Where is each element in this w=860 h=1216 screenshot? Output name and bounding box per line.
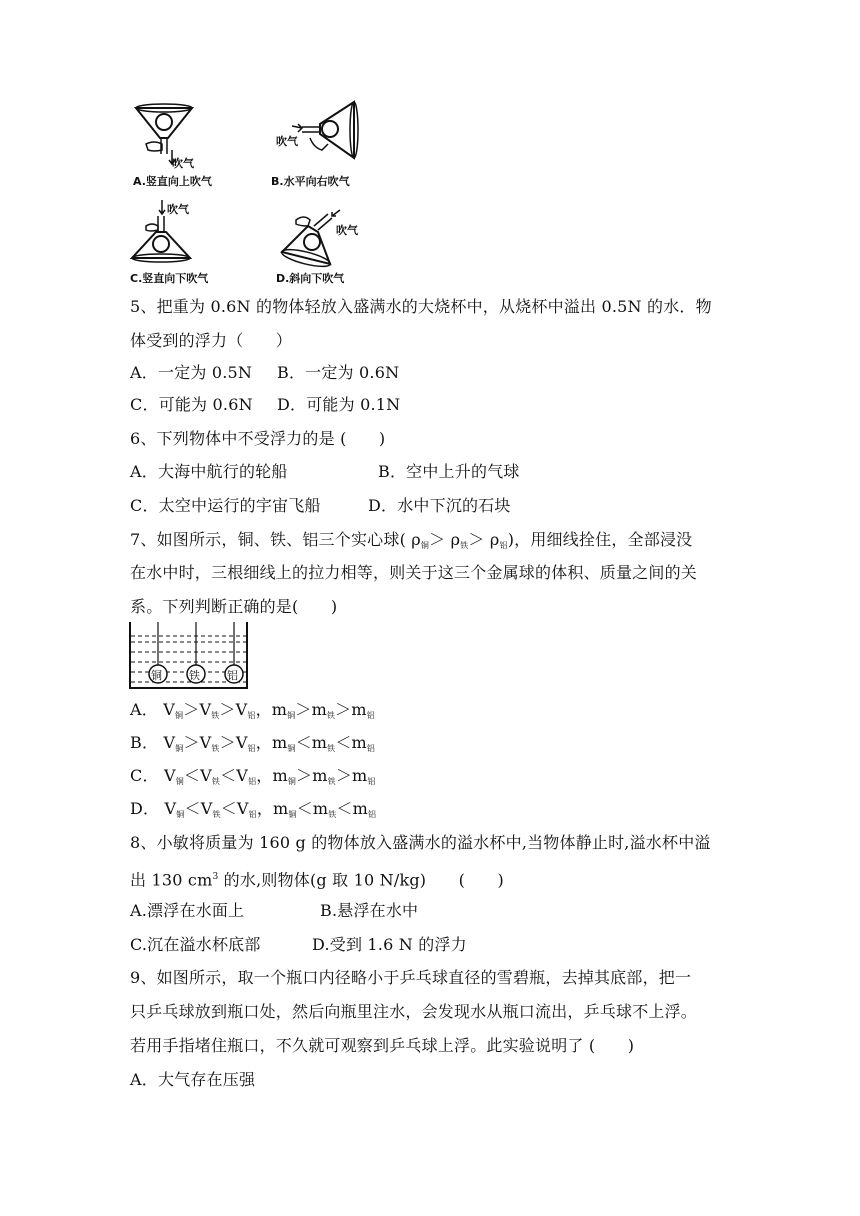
blow-label-d: 吹气 bbox=[336, 224, 358, 237]
blow-label-b: 吹气 bbox=[276, 135, 298, 148]
caption-d: D.斜向下吹气 bbox=[276, 272, 345, 285]
q7-option-d: D． $V_铜<V_铁<V_铝$，$m_铜<m_铁<m_铝$ bbox=[130, 799, 377, 819]
q5-stem-line2: 体受到的浮力（ ） bbox=[130, 331, 293, 350]
caption-b: B.水平向右吹气 bbox=[271, 175, 350, 188]
q8-option-a: A.漂浮在水面上 bbox=[130, 901, 245, 920]
q8-stem-line2: 出 130 $cm^3$ 的水,则物体(g 取 10 N/kg) ( ) bbox=[130, 870, 504, 890]
q6-option-b: B．空中上升的气球 bbox=[378, 462, 520, 481]
q7-stem-line2: 在水中时，三根细线上的拉力相等，则关于这三个金属球的体积、质量之间的关 bbox=[130, 563, 698, 582]
q6-option-c: C．太空中运行的宇宙飞船 bbox=[130, 496, 321, 515]
ball-label-al: 铝 bbox=[227, 669, 238, 682]
q5-stem-line1: 5、把重为 0.6N 的物体轻放入盛满水的大烧杯中，从烧杯中溢出 0.5N 的水．物 bbox=[130, 297, 712, 316]
ball-label-fe: 铁 bbox=[189, 669, 200, 682]
q9-stem-line1: 9、如图所示，取一个瓶口内径略小于乒乓球直径的雪碧瓶，去掉其底部，把一 bbox=[130, 968, 692, 987]
q8-stem-line1: 8、小敏将质量为 160 g 的物体放入盛满水的溢水杯中,当物体静止时,溢水杯中溢 bbox=[130, 833, 711, 852]
q8-option-c: C.沉在溢水杯底部 bbox=[130, 935, 261, 954]
q7-option-c: C． $V_铜<V_铁<V_铝$，$m_铜>m_铁>m_铝$ bbox=[130, 766, 376, 786]
q7-stem-line1: 7、如图所示，铜、铁、铝三个实心球( $\rho_铜> \rho_铁> \rho_铝$)，用细线拴住，全部浸没 bbox=[130, 530, 693, 550]
q8-option-b: B.悬浮在水中 bbox=[320, 901, 419, 920]
q6-stem: 6、下列物体中不受浮力的是 ( ) bbox=[130, 429, 386, 448]
q7-option-a: A． $V_铜>V_铁>V_铝$，$m_铜>m_铁>m_铝$ bbox=[130, 700, 375, 720]
caption-c: C.竖直向下吹气 bbox=[130, 272, 209, 285]
caption-a: A.竖直向上吹气 bbox=[133, 175, 212, 188]
q9-stem-line3: 若用手指堵住瓶口，不久就可观察到乒乓球上浮。此实验说明了 ( ) bbox=[130, 1036, 635, 1055]
funnel-figure-b bbox=[272, 100, 362, 160]
q8-option-d: D.受到 1.6 N 的浮力 bbox=[312, 935, 467, 954]
q6-option-a: A．大海中航行的轮船 bbox=[130, 462, 288, 481]
q5-option-d: D．可能为 0.1N bbox=[277, 395, 401, 414]
q9-stem-line2: 只乒乓球放到瓶口处，然后向瓶里注水，会发现水从瓶口流出，乒乓球不上浮。 bbox=[130, 1002, 698, 1021]
blow-label-c: 吹气 bbox=[167, 203, 189, 216]
q6-option-d: D．水中下沉的石块 bbox=[368, 496, 511, 515]
q7-stem-line3: 系。下列判断正确的是( ) bbox=[130, 597, 338, 616]
q5-option-c: C．可能为 0.6N bbox=[130, 395, 253, 414]
q9-option-a: A．大气存在压强 bbox=[130, 1070, 256, 1089]
ball-label-cu: 铜 bbox=[151, 669, 162, 682]
q7-option-b: B． $V_铜>V_铁>V_铝$，$m_铜<m_铁<m_铝$ bbox=[130, 733, 376, 753]
q5-option-b: B．一定为 0.6N bbox=[277, 363, 400, 382]
blow-label-a: 吹气 bbox=[172, 157, 194, 170]
q5-option-a: A．一定为 0.5N bbox=[130, 363, 253, 382]
